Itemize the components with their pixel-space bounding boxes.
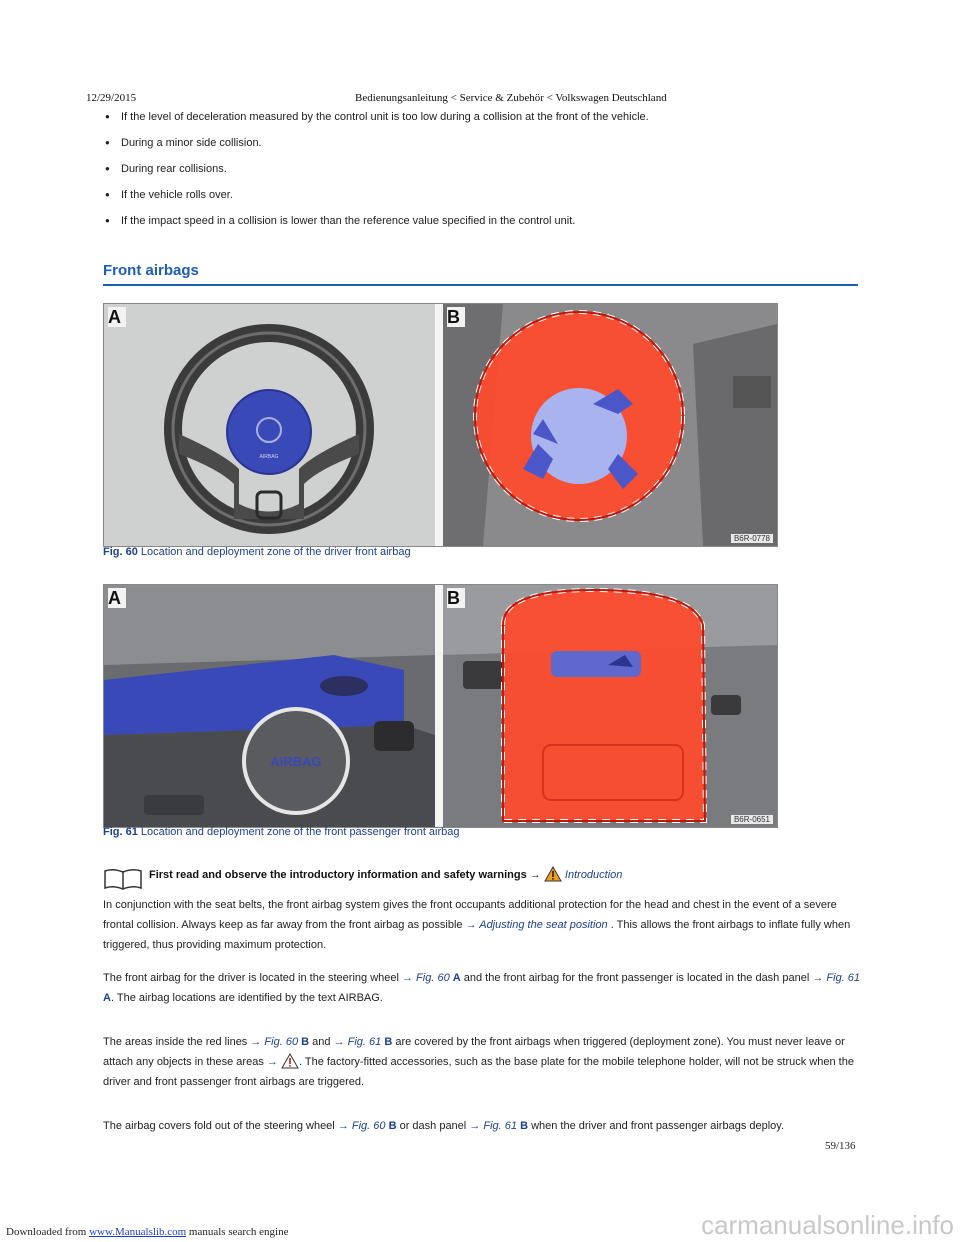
list-item: ● If the impact speed in a collision is lower than the reference value specified in the control unit. (103, 214, 863, 240)
svg-text:AIRBAG: AIRBAG (259, 454, 279, 460)
header-date: 12/29/2015 (86, 92, 137, 104)
figure-panel-a (104, 585, 435, 827)
warning-link[interactable]: → (266, 1056, 278, 1068)
fig-60-link[interactable]: → Fig. 60 (337, 1120, 386, 1132)
paragraph-text: The front airbag for the driver is located in the steering wheel (103, 972, 399, 984)
list-item: ● If the vehicle rolls over. (103, 188, 863, 214)
dash-panel-illustration (104, 585, 435, 827)
paragraph-text: In conjunction with the seat belts, the front airbag system gives the front occupants additional protection for the head and chest in the event of a severe frontal collision. Always keep as far away from the front airbag as possible (103, 899, 837, 931)
caption-text: Location and deployment zone of the front passenger front airbag (140, 826, 460, 838)
paragraph-text: The airbag covers fold out of the steering wheel (103, 1120, 335, 1132)
fig-61-link[interactable]: → Fig. 61 (469, 1120, 517, 1132)
fig-60-link[interactable]: → Fig. 60 (250, 1036, 299, 1048)
figure-code: B6R-0778 (731, 534, 773, 543)
page-number: 59/136 (825, 1140, 856, 1152)
figure-driver-airbag (103, 303, 778, 547)
airbag-text: AIRBAG (270, 754, 322, 769)
paragraph-text: . The factory-fitted accessories, such as the base plate for the mobile telephone holder, will not be struck when the driver and front passenger front airbags are triggered. (103, 1056, 854, 1088)
figure-number: Fig. 60 (103, 546, 138, 558)
paragraph-text: and the front airbag for the front passenger is located in the dash panel (463, 972, 810, 984)
paragraph-text: or dash panel (399, 1120, 467, 1132)
adjusting-seat-link[interactable]: → Adjusting the seat position (465, 919, 608, 931)
paragraph (103, 1116, 863, 1136)
figure-passenger-airbag (103, 584, 778, 828)
read-note-text: First read and observe the introductory information and safety warnings (149, 869, 527, 881)
paragraph-text: . This allows the front airbags to inflate fully when triggered, thus providing maximum protection. (103, 919, 851, 951)
paragraph-text: are covered by the front airbags when triggered (deployment zone). You must never leave or attach any objects in these areas (103, 1036, 845, 1068)
section-title: Front airbags (103, 262, 199, 279)
caption-text: Location and deployment zone of the driver front airbag (140, 546, 411, 558)
figure-caption (103, 826, 460, 838)
read-note-arrow: → (529, 869, 541, 881)
read-first-note (149, 866, 622, 882)
watermark: carmanualsonline.info (701, 1210, 954, 1240)
panel-label-b: B (447, 588, 465, 608)
paragraph-text: when the driver and front passenger airbags deploy. (531, 1120, 785, 1132)
list-item: ● If the level of deceleration measured by the control unit is too low during a collision at the front of the vehicle. (103, 110, 863, 136)
footer-suffix: manuals search engine (188, 1226, 289, 1238)
header-title: Bedienungsanleitung < Service & Zubehör < Volkswagen Deutschland (355, 92, 667, 104)
driver-deployment-illustration (443, 304, 777, 546)
book-icon (103, 868, 143, 890)
panel-divider (435, 585, 443, 827)
fig-61-link[interactable]: → Fig. 61 (812, 972, 861, 984)
manualslib-link[interactable]: www.Manualslib.com (89, 1226, 187, 1238)
panel-reference: B (384, 1036, 393, 1048)
footer-download-note (6, 1226, 288, 1238)
panel-label-b: B (447, 307, 465, 327)
conditions-list (103, 110, 863, 240)
figure-number: Fig. 61 (103, 826, 138, 838)
figure-panel-a (104, 304, 435, 546)
paragraph (103, 1032, 863, 1092)
figure-code: B6R-0651 (731, 815, 773, 824)
paragraph (103, 895, 863, 955)
panel-reference: B (520, 1120, 529, 1132)
figure-panel-b (443, 585, 777, 827)
warning-icon (281, 1053, 299, 1069)
list-item: ● During rear collisions. (103, 162, 863, 188)
steering-wheel-illustration (104, 304, 435, 546)
passenger-deployment-illustration (443, 585, 777, 827)
figure-caption (103, 546, 411, 558)
panel-label-a: A (108, 307, 126, 327)
paragraph-text: . The airbag locations are identified by the text AIRBAG. (110, 992, 383, 1004)
panel-reference: A (452, 972, 461, 984)
panel-reference: B (388, 1120, 397, 1132)
fig-60-link[interactable]: → Fig. 60 (402, 972, 450, 984)
panel-divider (435, 304, 443, 546)
panel-reference: B (301, 1036, 310, 1048)
paragraph-text: and (312, 1036, 331, 1048)
introduction-link[interactable]: Introduction (564, 869, 623, 881)
figure-panel-b (443, 304, 777, 546)
fig-61-link[interactable]: → Fig. 61 (333, 1036, 382, 1048)
warning-icon (544, 866, 562, 882)
list-item: ● During a minor side collision. (103, 136, 863, 162)
footer-prefix: Downloaded from (6, 1226, 87, 1238)
panel-label-a: A (108, 588, 126, 608)
section-divider (103, 284, 858, 286)
panel-reference: A (103, 992, 111, 1004)
paragraph (103, 968, 863, 1008)
paragraph-text: The areas inside the red lines (103, 1036, 248, 1048)
